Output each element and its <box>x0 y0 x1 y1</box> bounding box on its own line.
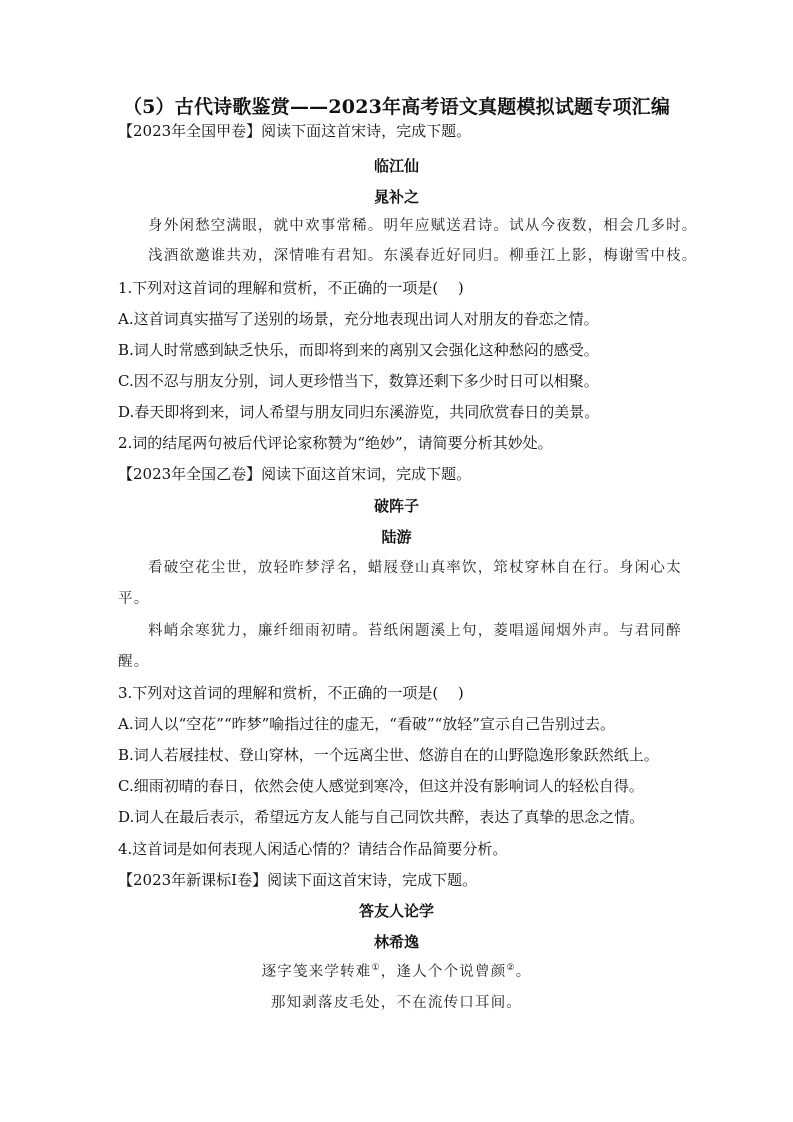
option-d: D.词人在最后表示，希望远方友人能与自己同饮共醉，表达了真挚的思念之情。 <box>118 808 645 826</box>
document-title: （5）古代诗歌鉴赏——2023年高考语文真题模拟试题专项汇编 <box>122 96 671 118</box>
poem-line: 那知剥落皮毛处，不在流传口耳间。 <box>270 995 523 1011</box>
poem-line: 身外闲愁空满眼，就中欢事常稀。明年应赋送君诗。试从今夜数，相会几多时。 <box>148 218 698 234</box>
poem-line: 平。 <box>118 591 150 607</box>
poem-line: 醒。 <box>118 654 150 670</box>
poem-text: 。 <box>515 964 532 980</box>
option-b: B.词人若屐挂杖、登山穿林，一个远离尘世、悠游自在的山野隐逸形象跃然纸上。 <box>118 746 659 764</box>
footnote-marker: ② <box>506 963 516 973</box>
poem-title: 破阵子 <box>373 497 419 515</box>
poem-author: 陆游 <box>381 528 412 546</box>
poem-text: ，逢人个个说曾颜 <box>380 964 507 980</box>
option-a: A.这首词真实描写了送别的场景，充分地表现出词人对朋友的眷恋之情。 <box>118 310 599 328</box>
poem-text: 逐字笺来学转难 <box>261 964 372 980</box>
poem-line <box>0 962 793 982</box>
section-header: 【2023年全国甲卷】阅读下面这首宋诗，完成下题。 <box>118 122 472 140</box>
poem-line: 看破空花尘世，放轻昨梦浮名，蜡屐登山真率饮，筇杖穿林自在行。身闲心太 <box>148 560 682 576</box>
option-c: C.因不忍与朋友分别，词人更珍惜当下，数算还剩下多少时日可以相聚。 <box>118 372 599 390</box>
option-a: A.词人以“空花”“昨梦”喻指过往的虚无，“看破”“放轻”宣示自己告别过去。 <box>118 715 615 733</box>
poem-author: 林希逸 <box>373 933 419 951</box>
question-stem: 2.词的结尾两句被后代评论家称赞为“绝妙”，请简要分析其妙处。 <box>118 434 553 452</box>
poem-title: 临江仙 <box>373 157 419 175</box>
question-stem: 1.下列对这首词的理解和赏析，不正确的一项是( ) <box>118 279 464 297</box>
poem-title: 答友人论学 <box>358 902 434 920</box>
question-stem: 4.这首词是如何表现人闲适心情的？请结合作品简要分析。 <box>118 840 508 858</box>
section-header: 【2023年新课标Ⅰ卷】阅读下面这首宋诗，完成下题。 <box>118 871 478 889</box>
poem-line: 料峭余寒犹力，廉纤细雨初晴。苔纸闲题溪上句，菱唱遥闻烟外声。与君同醉 <box>148 623 682 639</box>
footnote-marker: ① <box>371 963 381 973</box>
option-d: D.春天即将到来，词人希望与朋友同归东溪游览，共同欣赏春日的美景。 <box>118 403 600 421</box>
section-header: 【2023年全国乙卷】阅读下面这首宋词，完成下题。 <box>118 465 472 483</box>
option-b: B.词人时常感到缺乏快乐，而即将到来的离别又会强化这种愁闷的感受。 <box>118 341 599 359</box>
poem-author: 晁补之 <box>373 188 419 206</box>
question-stem: 3.下列对这首词的理解和赏析，不正确的一项是( ) <box>118 684 464 702</box>
poem-line: 浅酒欲邀谁共劝，深情唯有君知。东溪春近好同归。柳垂江上影，梅谢雪中枝。 <box>148 248 698 264</box>
option-c: C.细雨初晴的春日，依然会使人感觉到寒冷，但这并没有影响词人的轻松自得。 <box>118 777 644 795</box>
